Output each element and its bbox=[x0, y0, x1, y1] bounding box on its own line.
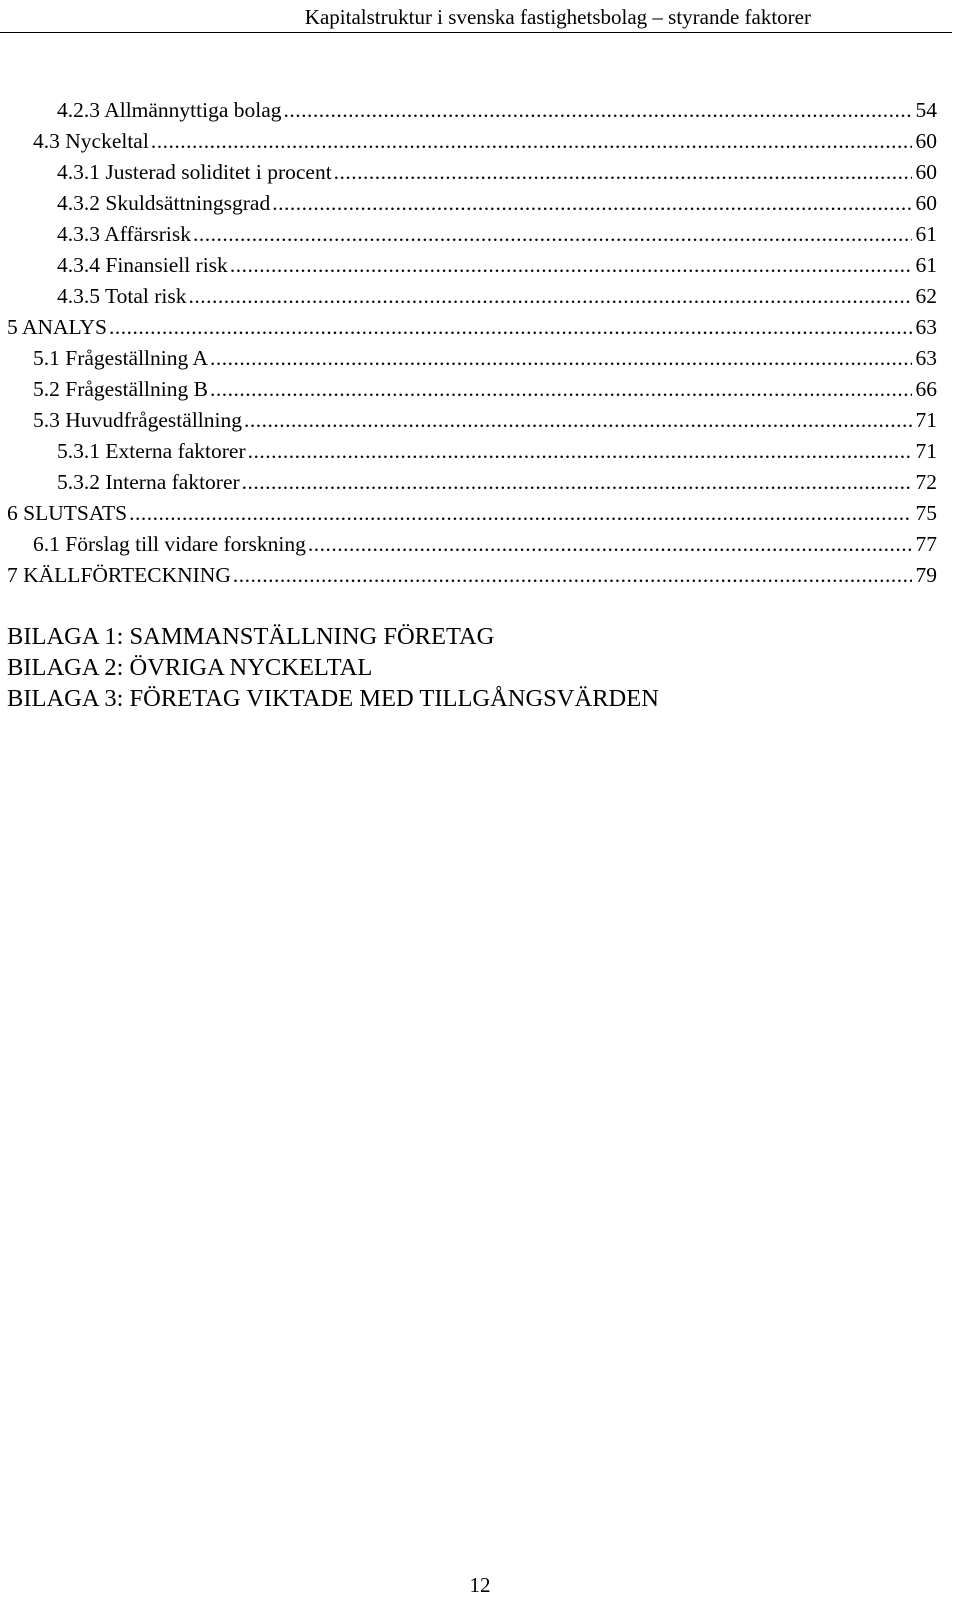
toc-entry-page: 60 bbox=[915, 191, 937, 215]
toc-entry-page: 60 bbox=[915, 129, 937, 153]
appendix-item-2: BILAGA 2: ÖVRIGA NYCKELTAL bbox=[7, 654, 373, 681]
toc-entry-4-3[interactable] bbox=[33, 126, 937, 156]
toc-entry-page: 54 bbox=[915, 98, 937, 122]
toc-entry-title: 5.2 Frågeställning B bbox=[33, 377, 208, 401]
toc-entry-5-3[interactable] bbox=[33, 405, 937, 435]
toc-entry-title: 4.3.2 Skuldsättningsgrad bbox=[57, 191, 271, 215]
dot-leader bbox=[188, 281, 911, 311]
toc-entry-7[interactable] bbox=[7, 560, 937, 590]
toc-entry-title: 4.2.3 Allmännyttiga bolag bbox=[57, 98, 282, 122]
toc-entry-6-1[interactable] bbox=[33, 529, 937, 559]
toc-entry-title: 5.3.2 Interna faktorer bbox=[57, 470, 240, 494]
toc-entry-4-3-3[interactable] bbox=[57, 219, 937, 249]
toc-entry-page: 63 bbox=[915, 315, 937, 339]
dot-leader bbox=[230, 250, 912, 280]
toc-entry-4-2-3[interactable] bbox=[57, 95, 937, 125]
toc-entry-page: 60 bbox=[915, 160, 937, 184]
header-rule bbox=[0, 32, 952, 33]
dot-leader bbox=[244, 405, 912, 435]
toc-entry-title: 7 KÄLLFÖRTECKNING bbox=[7, 563, 231, 587]
dot-leader bbox=[210, 374, 912, 404]
dot-leader bbox=[284, 95, 912, 125]
toc-entry-page: 77 bbox=[915, 532, 937, 556]
toc-entry-4-3-5[interactable] bbox=[57, 281, 937, 311]
appendix-item-3: BILAGA 3: FÖRETAG VIKTADE MED TILLGÅNGSVÄRDEN bbox=[7, 685, 659, 712]
dot-leader bbox=[193, 219, 912, 249]
dot-leader bbox=[210, 343, 912, 373]
toc-entry-title: 5 ANALYS bbox=[7, 315, 107, 339]
toc-entry-5-2[interactable] bbox=[33, 374, 937, 404]
toc-entry-page: 61 bbox=[915, 253, 937, 277]
toc-entry-6[interactable] bbox=[7, 498, 937, 528]
appendix-list bbox=[7, 621, 947, 714]
toc-entry-4-3-2[interactable] bbox=[57, 188, 937, 218]
appendix-item-1: BILAGA 1: SAMMANSTÄLLNING FÖRETAG bbox=[7, 623, 495, 650]
toc-entry-page: 62 bbox=[915, 284, 937, 308]
toc-entry-title: 4.3 Nyckeltal bbox=[33, 129, 149, 153]
toc-entry-page: 63 bbox=[915, 346, 937, 370]
dot-leader bbox=[151, 126, 912, 156]
toc-entry-page: 72 bbox=[915, 470, 937, 494]
toc-entry-page: 66 bbox=[915, 377, 937, 401]
toc-entry-page: 61 bbox=[915, 222, 937, 246]
toc-entry-title: 6.1 Förslag till vidare forskning bbox=[33, 532, 306, 556]
header-title: Kapitalstruktur i svenska fastighetsbolag – styrande faktorer bbox=[304, 5, 811, 29]
toc-entry-title: 4.3.1 Justerad soliditet i procent bbox=[57, 160, 332, 184]
toc-entry-page: 71 bbox=[915, 408, 937, 432]
dot-leader bbox=[272, 188, 911, 218]
toc-entry-4-3-1[interactable] bbox=[57, 157, 937, 187]
toc-entry-5-1[interactable] bbox=[33, 343, 937, 373]
toc-entry-title: 6 SLUTSATS bbox=[7, 501, 128, 525]
dot-leader bbox=[308, 529, 912, 559]
page-number: 12 bbox=[469, 1573, 491, 1597]
dot-leader bbox=[334, 157, 912, 187]
toc-entry-5[interactable] bbox=[7, 312, 937, 342]
toc-entry-page: 79 bbox=[915, 563, 937, 587]
dot-leader bbox=[233, 560, 912, 590]
dot-leader bbox=[129, 498, 911, 528]
toc-entry-page: 75 bbox=[915, 501, 937, 525]
toc-entry-title: 4.3.5 Total risk bbox=[57, 284, 187, 308]
dot-leader bbox=[109, 312, 912, 342]
running-header bbox=[0, 0, 960, 34]
toc-entry-title: 4.3.4 Finansiell risk bbox=[57, 253, 228, 277]
toc-entry-4-3-4[interactable] bbox=[57, 250, 937, 280]
toc-entry-title: 4.3.3 Affärsrisk bbox=[57, 222, 191, 246]
toc-entry-title: 5.3.1 Externa faktorer bbox=[57, 439, 246, 463]
toc-entry-5-3-1[interactable] bbox=[57, 436, 937, 466]
toc-entry-title: 5.1 Frågeställning A bbox=[33, 346, 208, 370]
dot-leader bbox=[242, 467, 912, 497]
toc-entry-5-3-2[interactable] bbox=[57, 467, 937, 497]
dot-leader bbox=[248, 436, 912, 466]
toc-entry-title: 5.3 Huvudfrågeställning bbox=[33, 408, 242, 432]
toc-entry-page: 71 bbox=[915, 439, 937, 463]
